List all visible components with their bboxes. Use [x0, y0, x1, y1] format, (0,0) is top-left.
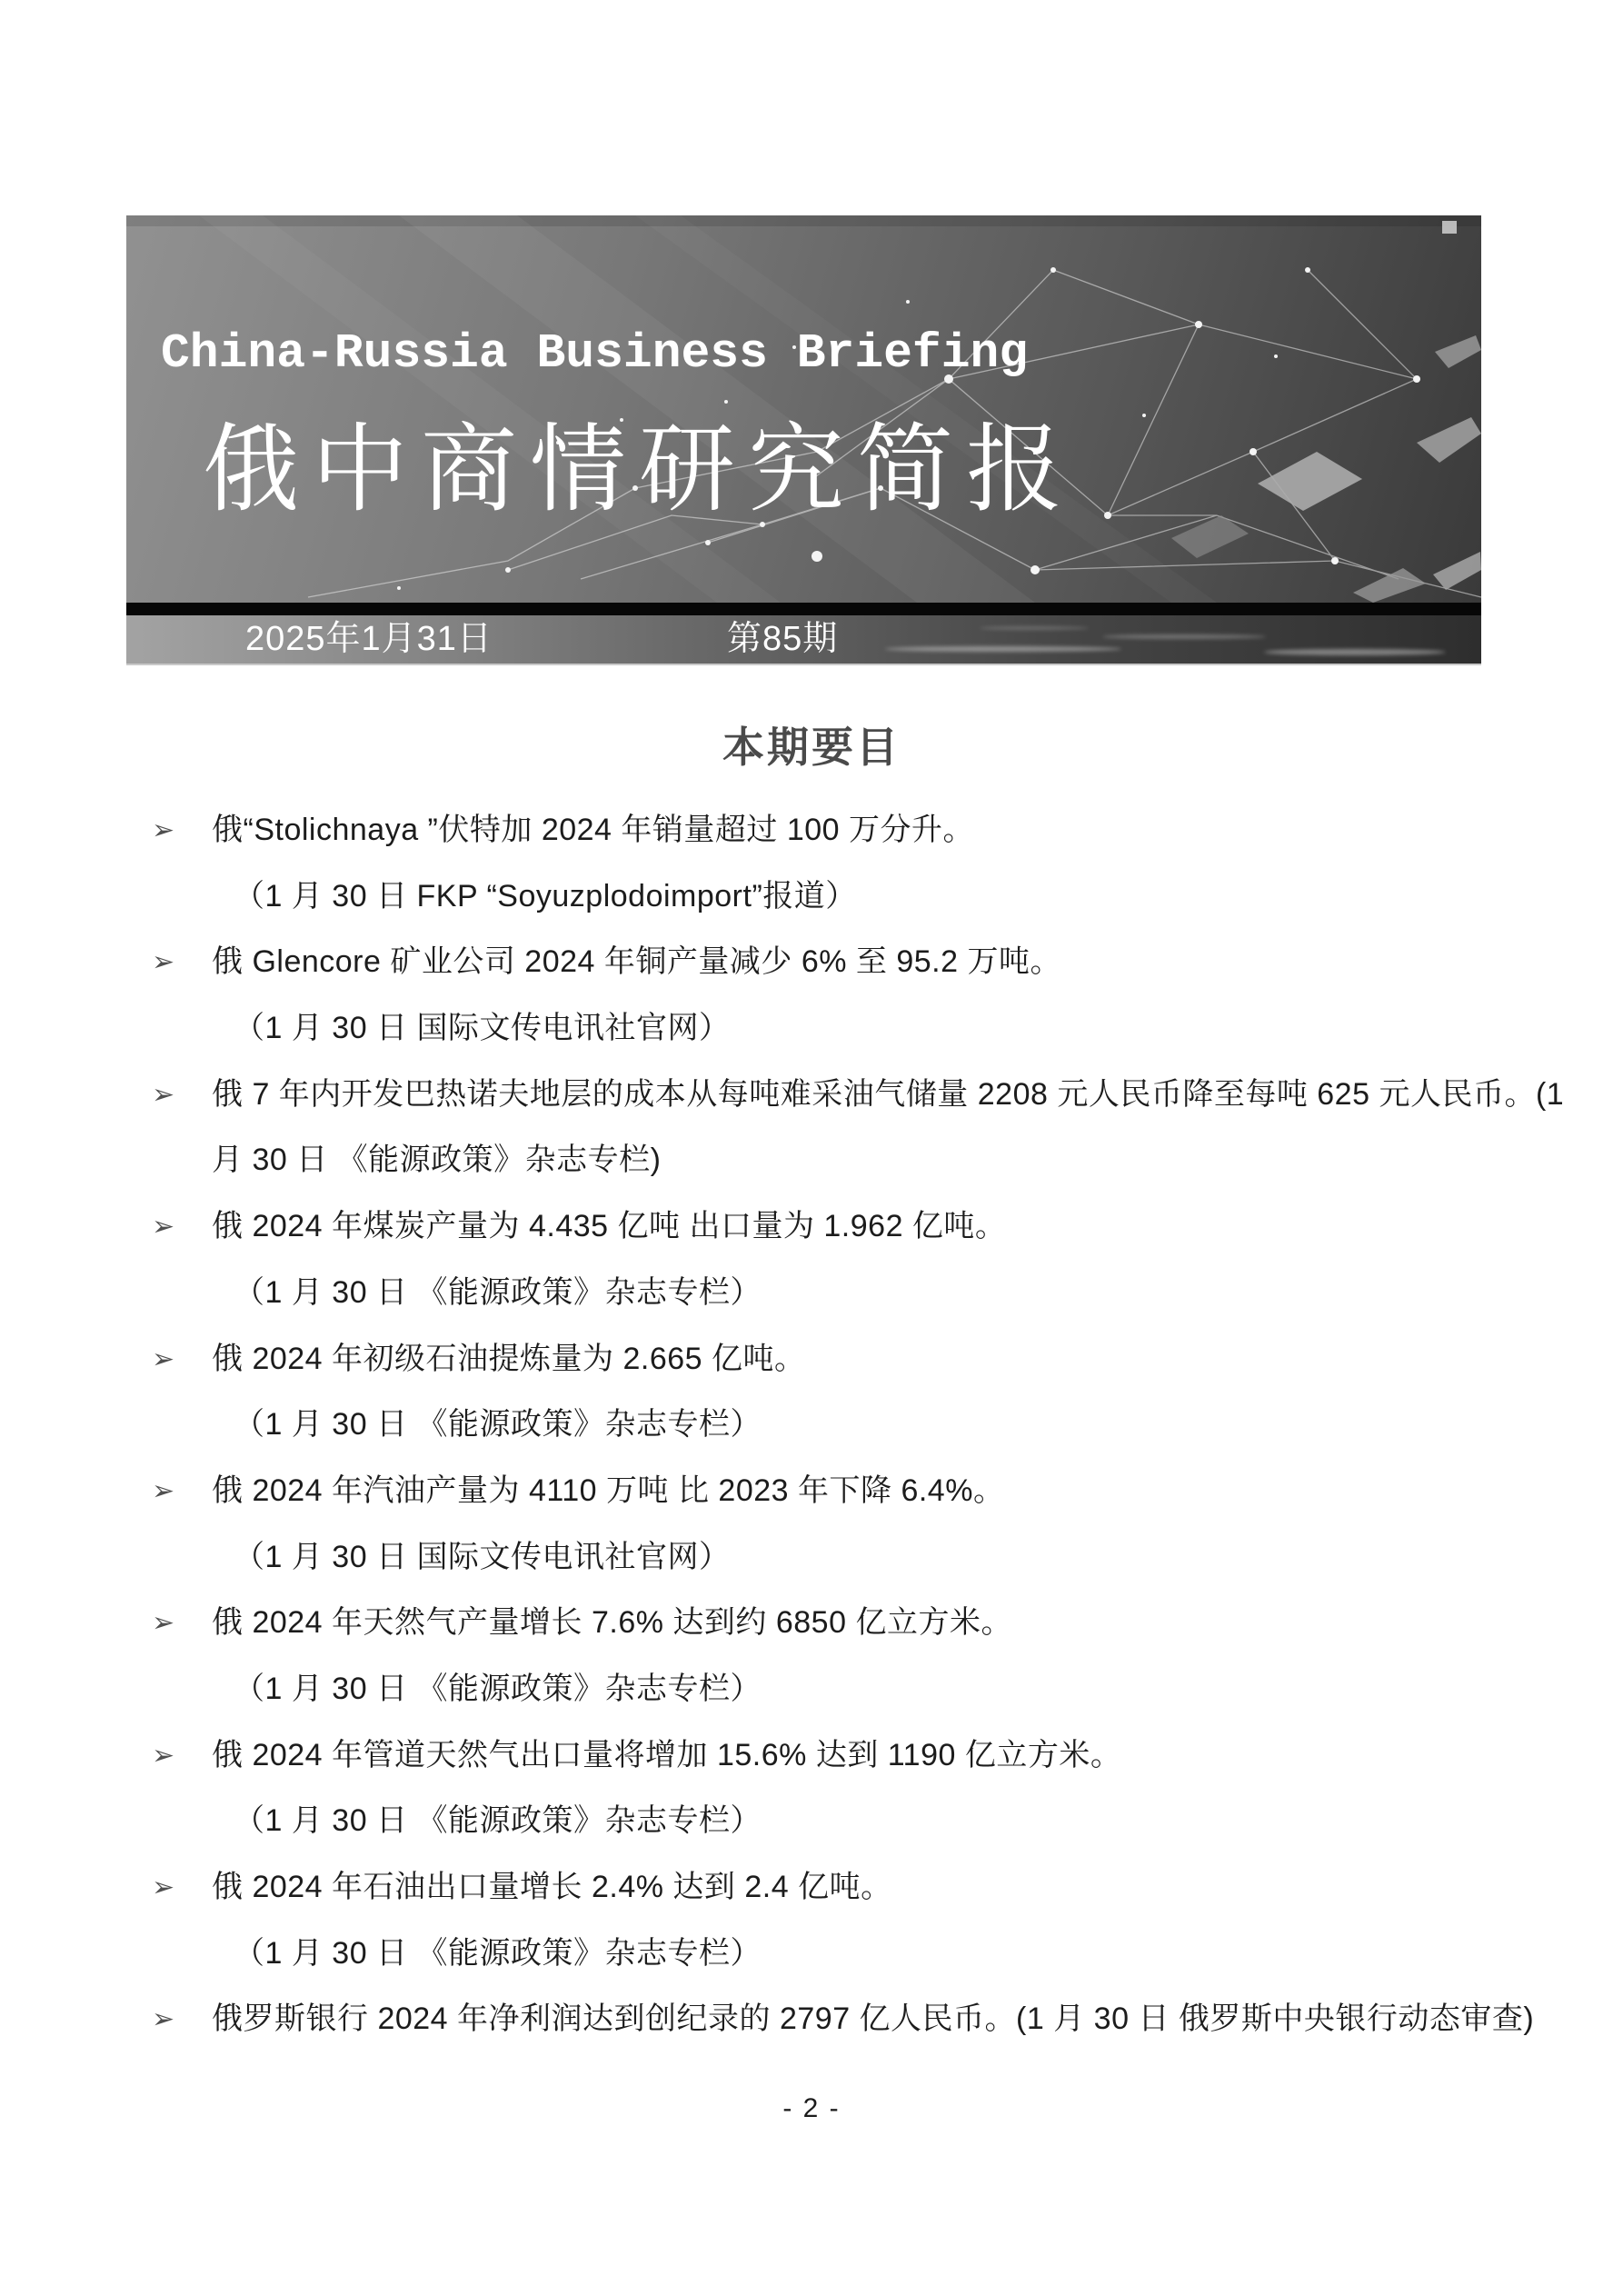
header-banner-image — [126, 215, 1481, 603]
datebar-streak — [1264, 649, 1446, 655]
toc-item-text: 俄 2024 年石油出口量增长 2.4% 达到 2.4 亿吨。 — [212, 1870, 892, 1904]
bullet-arrow-icon: ➢ — [152, 1608, 175, 1639]
banner-separator-strip — [126, 603, 1481, 615]
toc-item-text: 俄 2024 年汽油产量为 4110 万吨 比 2023 年下降 6.4%。 — [212, 1472, 1005, 1508]
toc-item-line — [152, 1073, 1565, 1140]
toc-heading: 本期要目 — [722, 724, 901, 771]
bullet-arrow-icon: ➢ — [152, 1872, 175, 1902]
toc-source-line: （1 月 30 日 国际文传电讯社官网） — [234, 1539, 731, 1574]
toc-item-line — [152, 1205, 1511, 1272]
toc-source-line: （1 月 30 日 《能源政策》杂志专栏） — [234, 1671, 762, 1706]
page-number-footer: - 2 - — [782, 2093, 841, 2123]
banner-title-chinese: 俄中商情研究简报 — [203, 417, 1075, 524]
datebar-streak — [980, 626, 1089, 630]
toc-item-text: 俄 2024 年初级石油提炼量为 2.665 亿吨。 — [212, 1341, 806, 1376]
toc-source-line: （1 月 30 日 《能源政策》杂志专栏） — [234, 1274, 762, 1310]
toc-source-line: （1 月 30 日 《能源政策》杂志专栏） — [234, 1803, 762, 1839]
toc-source-line: （1 月 30 日 《能源政策》杂志专栏） — [234, 1407, 762, 1442]
toc-item-text: 俄 2024 年管道天然气出口量将增加 15.6% 达到 1190 亿立方米。 — [212, 1737, 1122, 1772]
header-banner — [126, 215, 1481, 665]
banner-title-english: China-Russia Business Briefing — [161, 326, 1029, 381]
toc-list — [152, 809, 1565, 2064]
toc-item-text: 俄 7 年内开发巴热诺夫地层的成本从每吨难采油气储量 2208 元人民币降至每吨 625 元人民币。(1 — [212, 1076, 1565, 1112]
toc-item-line — [152, 1998, 1535, 2064]
toc-source-line: （1 月 30 日 《能源政策》杂志专栏） — [234, 1935, 762, 1971]
toc-item-line — [152, 941, 1511, 1007]
toc-item-text: 俄 2024 年煤炭产量为 4.435 亿吨 出口量为 1.962 亿吨。 — [212, 1209, 1007, 1244]
toc-item-continuation-line: 月 30 日 《能源政策》杂志专栏) — [212, 1143, 662, 1178]
bullet-arrow-icon: ➢ — [152, 1079, 175, 1110]
datebar-streak — [1102, 634, 1266, 639]
issue-number: 第85期 — [727, 620, 839, 658]
toc-source-line: （1 月 30 日 国际文传电讯社官网） — [234, 1011, 731, 1046]
bullet-arrow-icon: ➢ — [152, 815, 175, 845]
bullet-arrow-icon: ➢ — [152, 947, 175, 978]
toc-item-line — [152, 1734, 1511, 1801]
banner-network-graphic — [126, 215, 1481, 603]
bullet-arrow-icon: ➢ — [152, 1740, 175, 1771]
issue-date: 2025年1月31日 — [245, 620, 493, 658]
toc-item-line — [152, 1866, 1511, 1932]
toc-item-text: 俄罗斯银行 2024 年净利润达到创纪录的 2797 亿人民币。(1 月 30 日 俄罗斯中央银行动态审查) — [212, 2002, 1535, 2037]
bullet-arrow-icon: ➢ — [152, 1475, 175, 1506]
bullet-arrow-icon: ➢ — [152, 1343, 175, 1374]
bullet-arrow-icon: ➢ — [152, 2004, 175, 2035]
toc-item-line — [152, 1338, 1511, 1404]
toc-item-text: 俄 2024 年天然气产量增长 7.6% 达到约 6850 亿立方米。 — [212, 1605, 1012, 1641]
toc-item-text: 俄 Glencore 矿业公司 2024 年铜产量减少 6% 至 95.2 万吨。 — [212, 944, 1061, 980]
toc-item-line — [152, 1602, 1511, 1668]
datebar-streak — [885, 646, 1121, 652]
toc-source-line: （1 月 30 日 FKP “Soyuzplodoimport”报道） — [234, 878, 857, 913]
toc-item-line — [152, 1470, 1511, 1536]
banner-date-bar — [126, 615, 1481, 665]
toc-item-line — [152, 809, 1511, 875]
toc-item-text: 俄“Stolichnaya ”伏特加 2024 年销量超过 100 万分升。 — [212, 813, 975, 847]
bullet-arrow-icon: ➢ — [152, 1212, 175, 1243]
